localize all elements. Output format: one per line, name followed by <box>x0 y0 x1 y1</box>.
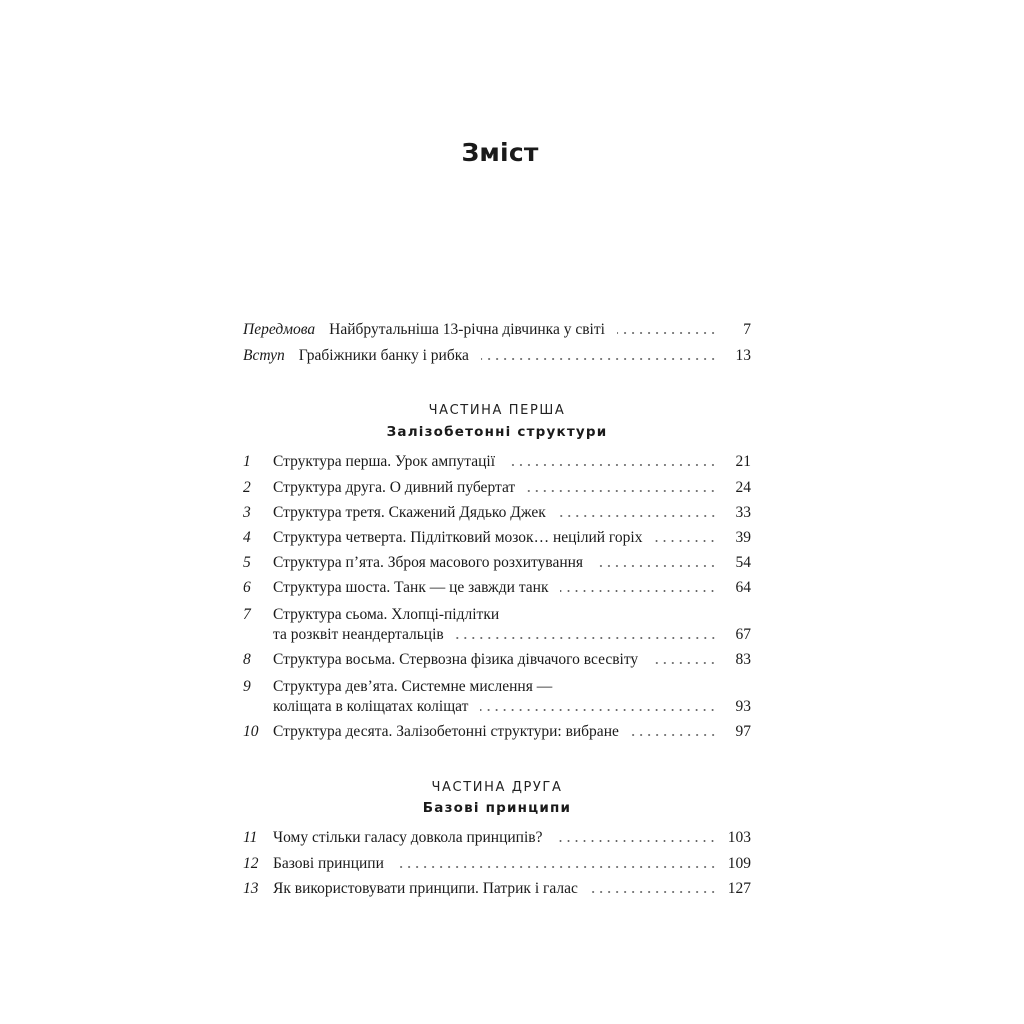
entry-title: Структура сьома. Хлопці-підлітки <box>273 606 500 623</box>
chapter-number: 12 <box>243 855 259 872</box>
dot-leader <box>507 463 717 467</box>
toc-entry-chapter[interactable] <box>243 677 751 717</box>
toc-entry-chapter[interactable] <box>243 528 751 548</box>
chapter-number: 8 <box>243 651 251 668</box>
page-number: 93 <box>735 698 751 715</box>
toc-entry-chapter[interactable] <box>243 605 751 645</box>
part-label: ЧАСТИНА ДРУГА <box>431 780 563 795</box>
page-number: 103 <box>727 829 751 846</box>
dot-leader <box>595 564 717 568</box>
page-number: 13 <box>735 347 751 364</box>
chapter-number: 11 <box>243 829 258 846</box>
dot-leader <box>631 733 717 737</box>
dot-leader <box>558 514 717 518</box>
entry-title: Як використовувати принципи. Патрик і галас <box>273 880 578 897</box>
toc-entry-chapter[interactable] <box>243 553 751 573</box>
page-title: Зміст <box>461 138 539 167</box>
dot-leader <box>554 839 717 843</box>
dot-leader <box>481 357 717 361</box>
part-name: Залізобетонні структури <box>386 424 608 440</box>
page-number: 54 <box>735 554 751 571</box>
dot-leader <box>456 636 717 640</box>
chapter-number: 6 <box>243 579 251 596</box>
chapter-number: 2 <box>243 479 251 496</box>
dot-leader <box>617 331 717 335</box>
toc-entry-chapter[interactable] <box>243 854 751 874</box>
entry-title: Чому стільки галасу довкола принципів? <box>273 829 543 846</box>
page-number: 33 <box>735 504 751 521</box>
entry-label: Передмова <box>243 321 316 338</box>
dot-leader <box>654 539 717 543</box>
entry-title: Структура дев’ята. Системне мислення — <box>273 678 553 695</box>
toc-entry-chapter[interactable] <box>243 650 751 670</box>
dot-leader <box>650 661 717 665</box>
chapter-number: 13 <box>243 880 259 897</box>
entry-title: Структура шоста. Танк — це завжди танк <box>273 579 549 596</box>
page-number: 7 <box>743 321 751 338</box>
dot-leader <box>560 589 717 593</box>
page-number: 109 <box>727 855 751 872</box>
page-number: 97 <box>735 723 751 740</box>
part-label: ЧАСТИНА ПЕРША <box>428 403 566 418</box>
chapter-number: 10 <box>243 723 259 740</box>
entry-title: Грабіжники банку і рибка <box>298 347 469 364</box>
part-name: Базові принципи <box>422 800 572 816</box>
dot-leader <box>527 489 717 493</box>
page-number: 83 <box>735 651 751 668</box>
chapter-number: 3 <box>243 504 251 521</box>
toc-entry-chapter[interactable] <box>243 722 751 742</box>
entry-title: Структура друга. О дивний пубертат <box>273 479 516 496</box>
chapter-number: 9 <box>243 678 251 695</box>
entry-title: Структура восьма. Стервозна фізика дівчачого всесвіту <box>273 651 639 668</box>
entry-title: Структура п’ята. Зброя масового розхитування <box>273 554 584 571</box>
page-number: 64 <box>735 579 751 596</box>
chapter-number: 4 <box>243 529 251 546</box>
toc-entry-chapter[interactable] <box>243 503 751 523</box>
toc-entry-chapter[interactable] <box>243 578 751 598</box>
dot-leader <box>480 708 717 712</box>
chapter-number: 1 <box>243 453 251 470</box>
entry-title: Структура десята. Залізобетонні структури: вибране <box>273 723 619 740</box>
entry-title: Структура третя. Скажений Дядько Джек <box>273 504 546 521</box>
page-number: 67 <box>735 626 751 643</box>
entry-title-continued: коліщата в коліщатах коліщат <box>273 698 469 715</box>
entry-title: Базові принципи <box>273 855 384 872</box>
chapter-number: 7 <box>243 606 251 623</box>
toc-entry-foreword[interactable] <box>243 320 751 340</box>
toc-entry-chapter[interactable] <box>243 452 751 472</box>
dot-leader <box>396 865 717 869</box>
entry-title: Структура четверта. Підлітковий мозок… нецілий горіх <box>273 529 643 546</box>
toc-entry-chapter[interactable] <box>243 879 751 899</box>
page-number: 127 <box>727 880 751 897</box>
toc-entry-chapter[interactable] <box>243 478 751 498</box>
toc-entry-introduction[interactable] <box>243 346 751 366</box>
dot-leader <box>590 890 717 894</box>
chapter-number: 5 <box>243 554 251 571</box>
entry-title-continued: та розквіт неандертальців <box>273 626 444 643</box>
page-number: 21 <box>735 453 751 470</box>
entry-title: Найбрутальніша 13-річна дівчинка у світі <box>329 321 605 338</box>
entry-title: Структура перша. Урок ампутації <box>273 453 496 470</box>
page-number: 24 <box>735 479 751 496</box>
page-number: 39 <box>735 529 751 546</box>
entry-label: Вступ <box>243 347 285 364</box>
toc-entry-chapter[interactable] <box>243 828 751 848</box>
